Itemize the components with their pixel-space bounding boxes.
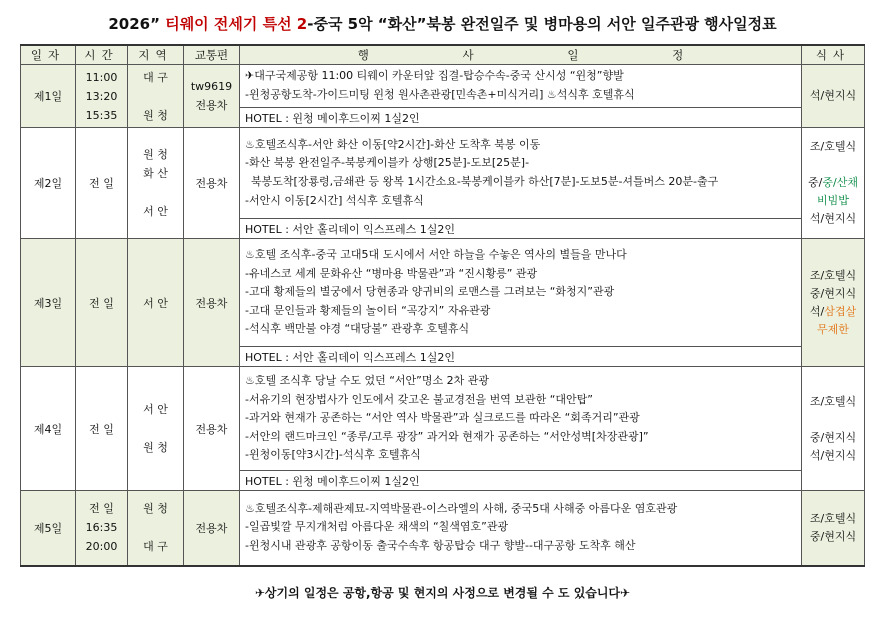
header-meals: 식사 <box>802 45 865 65</box>
hotel-cell: HOTEL : 서안 홀리데이 익스프레스 1실2인 <box>240 219 802 239</box>
header-schedule: 행 사 일 정 <box>240 45 802 65</box>
header-day: 일자 <box>21 45 76 65</box>
transport-cell: 전용차 <box>184 491 240 566</box>
day-cell: 제1일 <box>21 65 76 128</box>
transport-cell: 전용차 <box>184 367 240 491</box>
header-region: 지역 <box>128 45 184 65</box>
table-row <box>21 128 865 219</box>
schedule-cell: ♨호텔조식후-서안 화산 이동[약2시간]-화산 도착후 북봉 이동 -화산 북봉 완전일주-북봉케이블카 상행[25분]-도보[25분]- 북봉도착[장룡령,금쇄관 등 왕복 1시간소요-북봉케이블카 하산[7분]-도보5분-셔틀버스 20분-출구 -서안시 이동[2시간] 석식후 호텔휴식 <box>240 128 802 219</box>
region-cell: 서 안 원 청 <box>128 367 184 491</box>
day-cell: 제2일 <box>21 128 76 239</box>
header-transport: 교통편 <box>184 45 240 65</box>
transport-cell: 전용차 <box>184 128 240 239</box>
meal-cell: 조/호텔식 중/현지식 석/현지식 <box>802 367 865 491</box>
hotel-cell: HOTEL : 윈청 메이후드이찌 1실2인 <box>240 108 802 128</box>
meal-cell: 석/현지식 <box>802 65 865 128</box>
header-time: 시간 <box>76 45 128 65</box>
meal-cell: 조/호텔식 중/중/산채 비빔밥 석/현지식 <box>802 128 865 239</box>
table-row <box>21 239 865 347</box>
table-row <box>21 491 865 566</box>
table-header-row <box>21 45 865 65</box>
meal-cell: 조/호텔식 중/현지식 <box>802 491 865 566</box>
time-cell: 전 일 <box>76 239 128 367</box>
time-cell: 전 일 <box>76 367 128 491</box>
itinerary-table <box>20 44 865 567</box>
schedule-cell: ✈대구국제공항 11:00 티웨이 카운터앞 집결-탑승수속-중국 산시성 “윈청”향발 -윈청공항도착-가이드미팅 윈청 원사촌관광[민속촌+미식거리] ♨석식후 호텔휴식 <box>240 65 802 108</box>
title-suffix: -중국 5악 “화산”북봉 완전일주 및 병마용의 서안 일주관광 행사일정표 <box>307 15 777 33</box>
hotel-cell: HOTEL : 서안 홀리데이 익스프레스 1실2인 <box>240 347 802 367</box>
schedule-cell: ♨호텔 조식후 당날 수도 었던 “서안”명소 2차 관광 -서유기의 현장법사가 인도에서 갖고온 불교경전을 번역 보관한 “대안탑” -과거와 현재가 공존하는 “서안 역사 박물관”과 실크로드를 따라온 “회족거리”관광 -서안의 랜드마크인 “종루/고루 광장” 과거와 현재가 공존하는 “서안성벽[차장관광]” -윈청이동[약3시간]-석식후 호텔휴식 <box>240 367 802 471</box>
region-cell: 원 청 대 구 <box>128 491 184 566</box>
footer-notice: ✈상기의 일정은 공항,항공 및 현지의 사정으로 변경될 수 도 있습니다✈ <box>254 586 631 600</box>
region-cell: 원 청 화 산 서 안 <box>128 128 184 239</box>
title-highlight: 티웨이 전세기 특선 2 <box>165 15 308 33</box>
day-cell: 제4일 <box>21 367 76 491</box>
schedule-cell: ♨호텔 조식후-중국 고대5대 도시에서 서안 하늘을 수놓은 역사의 별들을 만나다 -유네스코 세계 문화유산 “병마용 박물관”과 “진시황릉” 관광 -고대 황제들의 별궁에서 당현종과 양귀비의 로맨스를 그려보는 “화청지”관광 -고대 문인들과 황제들의 놀이터 “곡강지” 자유관광 -석식후 백만불 야경 “대당불” 관광후 호텔휴식 <box>240 239 802 347</box>
region-cell: 서 안 <box>128 239 184 367</box>
time-cell: 전 일 16:35 20:00 <box>76 491 128 566</box>
table-row <box>21 65 865 108</box>
title-prefix: 2026” <box>108 15 166 33</box>
day-cell: 제5일 <box>21 491 76 566</box>
hotel-cell: HOTEL : 윈청 메이후드이찌 1실2인 <box>240 471 802 491</box>
transport-cell: 전용차 <box>184 239 240 367</box>
page-title <box>0 13 885 34</box>
transport-cell: tw9619 전용차 <box>184 65 240 128</box>
table-row <box>21 367 865 471</box>
schedule-cell: ♨호텔조식후-제해관제묘-지역박물관-이스라엘의 사해, 중국5대 사해중 아름다운 염호관광 -일곱빛깔 무지개처럼 아름다운 채색의 “칠색염호”관광 -윈청시내 관광후 공항이동 출국수속후 항공탑승 대구 향발--대구공항 도착후 해산 <box>240 491 802 566</box>
time-cell: 전 일 <box>76 128 128 239</box>
region-cell: 대 구 원 청 <box>128 65 184 128</box>
meal-cell: 조/호텔식 중/현지식 석/삼겹살 무제한 <box>802 239 865 367</box>
day-cell: 제3일 <box>21 239 76 367</box>
time-cell: 11:00 13:20 15:35 <box>76 65 128 128</box>
